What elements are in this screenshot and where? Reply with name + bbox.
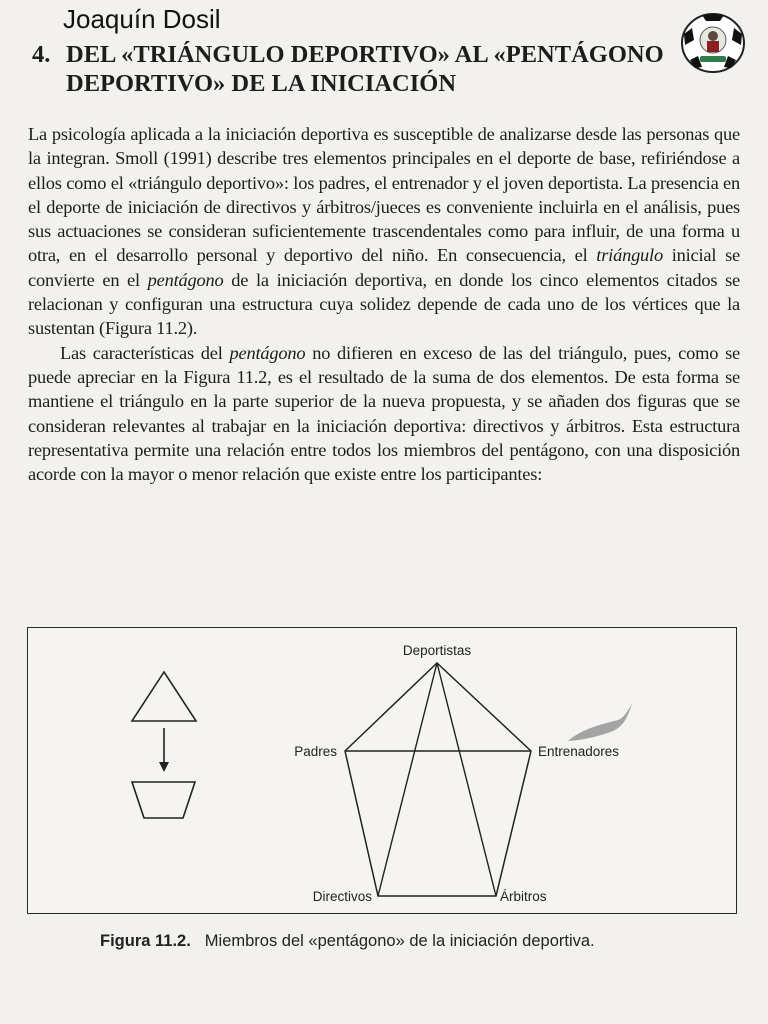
trapezoid-shape-icon: [132, 782, 195, 818]
pentagon-figure: [27, 627, 737, 914]
section-heading: [32, 40, 712, 98]
triangle-shape-icon: [132, 672, 196, 721]
label-entrenadores: Entrenadores: [538, 744, 620, 759]
label-padres: Padres: [294, 744, 337, 759]
pentagon-diagram: [28, 628, 736, 913]
pentagon-outline: [345, 663, 531, 896]
section-title-line-1: DEL «TRIÁNGULO DEPORTIVO» AL «PENTÁGONO: [66, 41, 664, 68]
paragraph-1-text-c: de la iniciación deportiva, en donde los cinco elementos citados se relacionan y configuran una estructura cuya solidez depende de cada uno de los vértices que la sustentan (Figura 11.2).: [28, 269, 740, 339]
paragraph-1-emphasis-pentagono: pentágono: [147, 269, 224, 290]
figure-caption: [100, 932, 595, 951]
ink-smudge: [568, 704, 632, 741]
paragraph-2-emphasis-pentagono: pentágono: [229, 342, 306, 363]
figure-caption-text: Miembros del «pentágono» de la iniciación deportiva.: [204, 932, 595, 950]
paragraph-2-text-b: no difieren en exceso de las del triángulo, pues, como se puede apreciar en la Figura 11.2, es el resultado de la suma de dos elementos. De esta forma se mantiene el triángulo en la parte superior de la nueva propuesta, y se añaden dos figuras que se consideran relevantes al trabajar en la iniciación deportiva: directivos y árbitros. Esta estructura representativa permite una relación entre todos los miembros del pentágono, con una disposición acorde con la mayor o menor relación que existe entre los participantes:: [28, 342, 740, 485]
label-directivos: Directivos: [312, 889, 372, 904]
section-title-line-2: DEPORTIVO» DE LA INICIACIÓN: [66, 70, 457, 97]
down-arrow-icon: [159, 762, 169, 772]
pentagon-diagonal-deportistas-arbitros: [437, 663, 496, 896]
body-text: [28, 122, 740, 486]
paragraph-1-emphasis-triangulo: triángulo: [596, 245, 663, 266]
paragraph-2-text-a: Las características del: [60, 342, 230, 363]
paragraph-1: [28, 122, 740, 341]
figure-caption-number: Figura 11.2.: [100, 932, 191, 950]
paragraph-1-text-a: La psicología aplicada a la iniciación deportiva es susceptible de analizarse desde las personas que la integran. Smoll (1991) describe tres elementos principales en el deporte de base, refiriéndose a ellos como el «triángulo deportivo»: los padres, el entrenador y el joven deportista. La presencia en el deporte de iniciación de directivos y árbitros/jueces es conveniente incluirla en el análisis, pues sus actuaciones se consideran suficientemente trascendentales como para influir, de una forma u otra, en el desarrollo personal y deportivo del niño. En consecuencia, el: [28, 124, 740, 266]
author-name: Joaquín Dosil: [63, 4, 221, 34]
paragraph-2: [28, 341, 740, 487]
label-deportistas: Deportistas: [402, 643, 472, 658]
label-arbitros: Árbitros: [500, 889, 547, 904]
paragraph-1-text-b: inicial se convierte en el: [28, 245, 740, 290]
pentagon-diagonal-deportistas-directivos: [378, 663, 437, 896]
section-number: 4.: [32, 41, 51, 68]
